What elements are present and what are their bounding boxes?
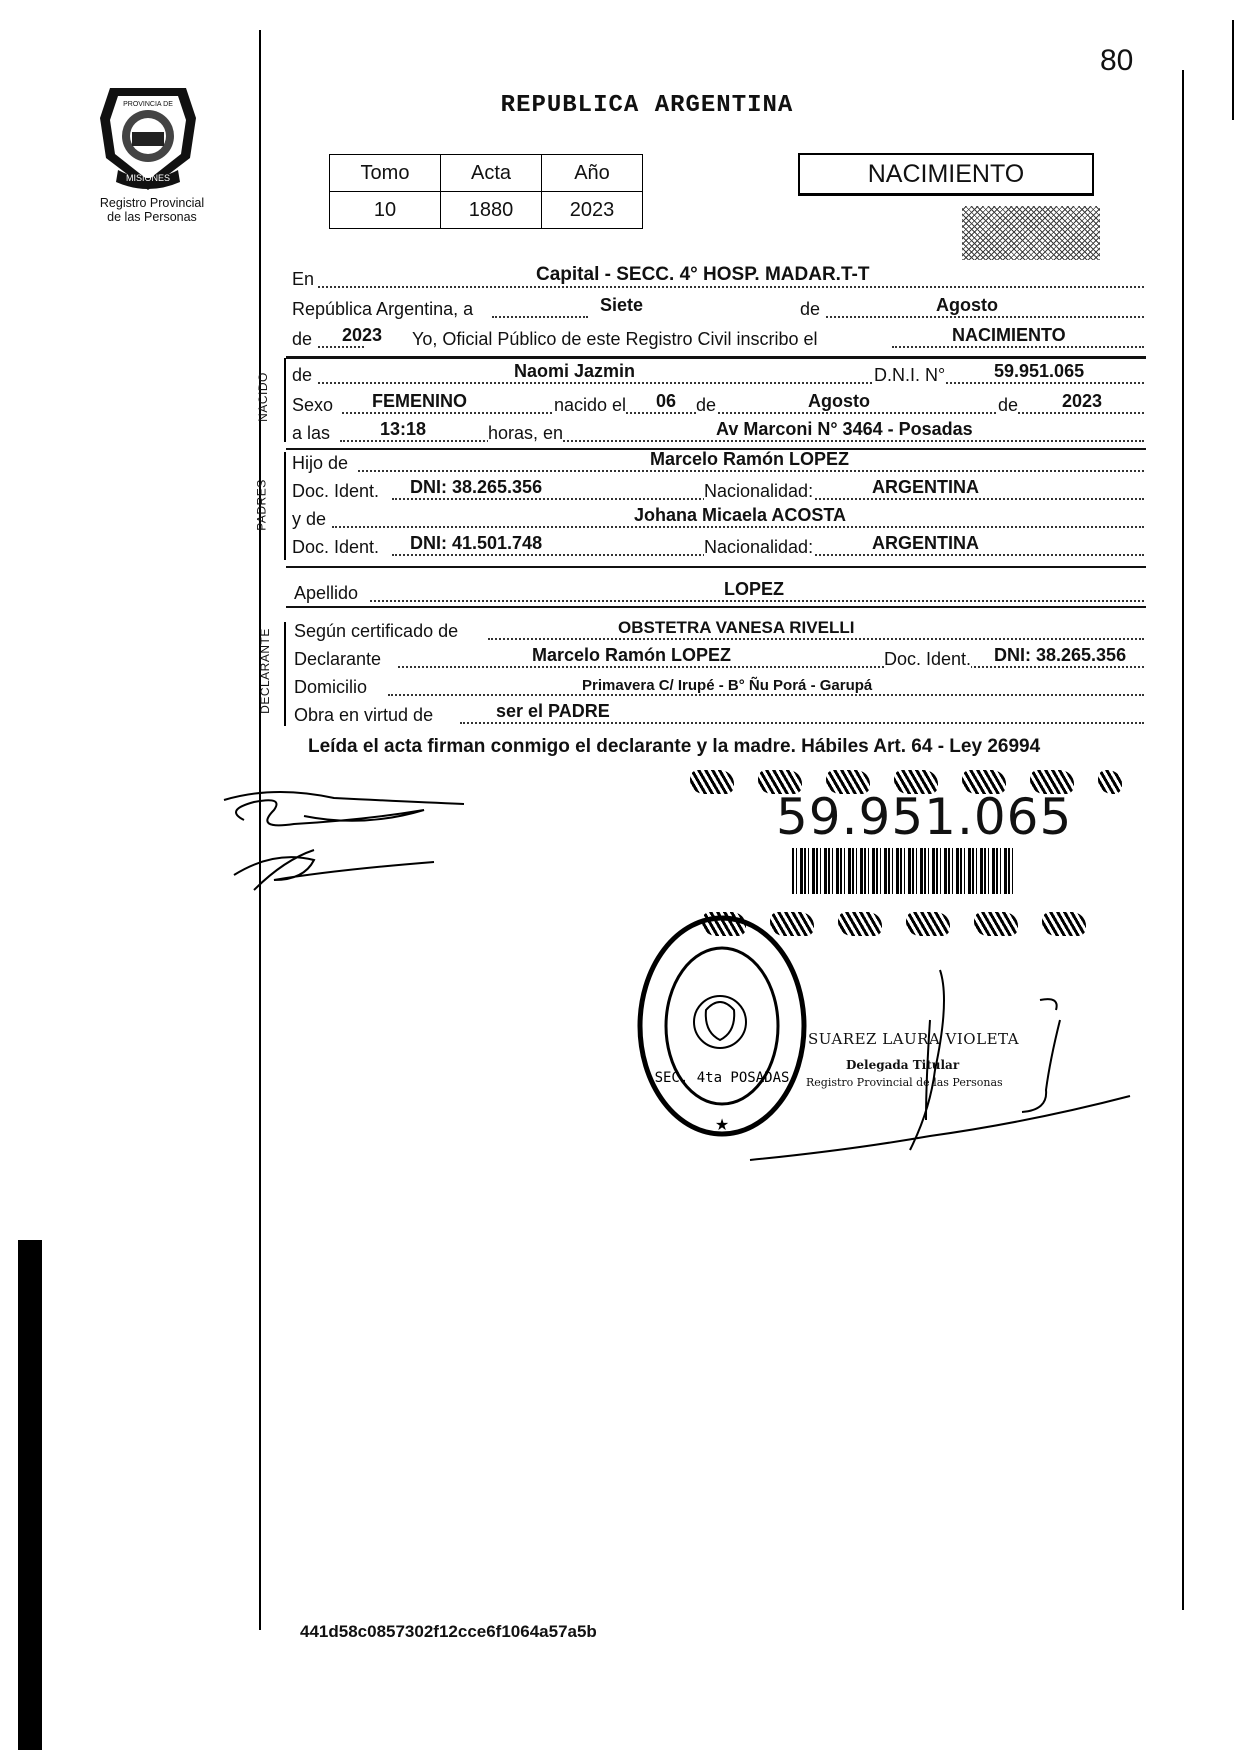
document-type-box: NACIMIENTO bbox=[798, 153, 1094, 196]
row-mother-doc bbox=[292, 530, 1144, 560]
hijo-label: Hijo de bbox=[292, 453, 349, 473]
right-margin-line bbox=[1182, 70, 1184, 1610]
birth-time: 13:18 bbox=[380, 419, 427, 439]
svg-text:MISIONES: MISIONES bbox=[125, 173, 171, 183]
acta-reference-table bbox=[329, 154, 643, 229]
inscribe-text: Yo, Oficial Público de este Registro Civil inscribo el bbox=[412, 329, 818, 349]
row-y-de bbox=[292, 502, 1144, 532]
r-mark-icon bbox=[690, 770, 734, 794]
row-declarante bbox=[292, 642, 1144, 672]
sexo-value: FEMENINO bbox=[372, 391, 468, 411]
barcode bbox=[792, 848, 1016, 894]
nacido-bracket bbox=[284, 358, 286, 442]
declarante-bracket bbox=[284, 622, 286, 726]
security-hatch-mark bbox=[962, 206, 1100, 260]
document-title: REPUBLICA ARGENTINA bbox=[500, 92, 794, 119]
row-apellido bbox=[292, 576, 1144, 606]
father-nationality: ARGENTINA bbox=[872, 477, 979, 497]
dni-label: D.N.I. N° bbox=[874, 365, 946, 385]
year-prefix-label: de bbox=[292, 329, 313, 349]
registry-logo-caption bbox=[72, 196, 232, 224]
apellido-value: LOPEZ bbox=[724, 579, 785, 599]
mother-doc-label: Doc. Ident. bbox=[292, 537, 380, 557]
row-domicilio bbox=[292, 670, 1144, 700]
de-label: de bbox=[800, 299, 821, 319]
cert-value: OBSTETRA VANESA RIVELLI bbox=[618, 618, 855, 637]
page-number: 80 bbox=[1100, 44, 1134, 77]
father-nat-label: Nacionalidad: bbox=[704, 481, 814, 501]
father-doc: DNI: 38.265.356 bbox=[410, 477, 543, 497]
document-hash: 441d58c0857302f12cce6f1064a57a5b bbox=[300, 1622, 597, 1641]
mother-nationality: ARGENTINA bbox=[872, 533, 979, 553]
obra-value: ser el PADRE bbox=[496, 701, 610, 721]
apellido-label: Apellido bbox=[294, 583, 359, 603]
birth-de-label: de bbox=[696, 395, 717, 415]
mother-nat-label: Nacionalidad: bbox=[704, 537, 814, 557]
y-de-label: y de bbox=[292, 509, 327, 529]
row-nacido-nombre bbox=[292, 358, 1144, 388]
dni-large-number: 59.951.065 bbox=[776, 788, 1073, 846]
domicilio-value: Primavera C/ Irupé - B° Ñu Porá - Garupá bbox=[582, 677, 873, 694]
declarante-section-label: DECLARANTE bbox=[257, 628, 272, 714]
nacido-dni: 59.951.065 bbox=[994, 361, 1085, 381]
svg-text:PROVINCIA DE: PROVINCIA DE bbox=[123, 101, 173, 108]
mother-doc: DNI: 41.501.748 bbox=[410, 533, 543, 553]
closing-statement: Leída el acta firman conmigo el declarante y la madre. Hábiles Art. 64 - Ley 26994 bbox=[308, 736, 1041, 757]
birth-day: 06 bbox=[656, 391, 677, 411]
r-mark-icon bbox=[1042, 912, 1086, 936]
separator-4 bbox=[286, 606, 1146, 608]
tomo-value: 10 bbox=[330, 192, 441, 229]
official-registry: Registro Provincial de las Personas bbox=[806, 1076, 1003, 1089]
declarante-doc: DNI: 38.265.356 bbox=[994, 645, 1127, 665]
registry-place: Capital - SECC. 4° HOSP. MADAR.T-T bbox=[536, 264, 870, 285]
nacido-el-label: nacido el bbox=[554, 395, 627, 415]
separator-3 bbox=[286, 566, 1146, 568]
declarante-doc-label: Doc. Ident. bbox=[884, 649, 972, 669]
r-mark-icon bbox=[906, 912, 950, 936]
official-title: Delegada Titular bbox=[846, 1058, 960, 1072]
en-label: En bbox=[292, 269, 315, 289]
padres-bracket bbox=[284, 452, 286, 560]
r-mark-icon bbox=[1098, 770, 1122, 794]
a-las-label: a las bbox=[292, 423, 331, 443]
registry-year: 2023 bbox=[342, 325, 383, 345]
registry-caption-line-2: de las Personas bbox=[107, 210, 197, 224]
nacido-name: Naomi Jazmin bbox=[514, 361, 636, 381]
birth-de-label-2: de bbox=[998, 395, 1019, 415]
acta-header: Acta bbox=[441, 155, 542, 192]
row-father-doc bbox=[292, 474, 1144, 504]
r-mark-icon bbox=[974, 912, 1018, 936]
obra-label: Obra en virtud de bbox=[294, 705, 434, 725]
anio-value: 2023 bbox=[542, 192, 643, 229]
row-certificado bbox=[292, 614, 1144, 644]
birth-year: 2023 bbox=[1062, 391, 1103, 411]
official-name: SUAREZ LAURA VIOLETA bbox=[808, 1030, 1020, 1048]
left-edge-bar bbox=[18, 1240, 42, 1750]
acta-value: 1880 bbox=[441, 192, 542, 229]
row-inscribe bbox=[292, 322, 1144, 352]
padres-section-label: PADRES bbox=[254, 479, 269, 531]
father-doc-label: Doc. Ident. bbox=[292, 481, 380, 501]
domicilio-label: Domicilio bbox=[294, 677, 368, 697]
registry-month: Agosto bbox=[936, 295, 998, 315]
signature-official bbox=[730, 960, 1150, 1170]
registry-day: Siete bbox=[600, 295, 644, 315]
declarante-name: Marcelo Ramón LOPEZ bbox=[532, 645, 732, 665]
cert-label: Según certificado de bbox=[294, 621, 459, 641]
inscribe-value: NACIMIENTO bbox=[952, 325, 1066, 345]
svg-text:★: ★ bbox=[714, 1117, 730, 1134]
tomo-header: Tomo bbox=[330, 155, 441, 192]
nacido-de-label: de bbox=[292, 365, 313, 385]
horas-label: horas, en bbox=[488, 423, 564, 443]
declarante-label: Declarante bbox=[294, 649, 382, 669]
nacido-section-label: NACIDO bbox=[255, 372, 270, 422]
father-name: Marcelo Ramón LOPEZ bbox=[650, 449, 850, 469]
sexo-label: Sexo bbox=[292, 395, 334, 415]
row-en bbox=[292, 262, 1144, 292]
birth-month: Agosto bbox=[808, 391, 870, 411]
registry-caption-line-1: Registro Provincial bbox=[99, 196, 205, 210]
anio-header: Año bbox=[542, 155, 643, 192]
mother-name: Johana Micaela ACOSTA bbox=[634, 505, 847, 525]
row-fecha bbox=[292, 292, 1144, 322]
row-sexo bbox=[292, 388, 1144, 418]
row-hora bbox=[292, 416, 1144, 446]
republica-label: República Argentina, a bbox=[292, 299, 474, 319]
row-hijo bbox=[292, 446, 1144, 476]
r-mark-icon bbox=[838, 912, 882, 936]
birth-place: Av Marconi N° 3464 - Posadas bbox=[716, 419, 973, 439]
signature-declarante bbox=[214, 780, 474, 900]
row-obra bbox=[292, 698, 1144, 728]
stamp-inner-text: SEC. 4ta POSADAS bbox=[654, 1070, 790, 1086]
